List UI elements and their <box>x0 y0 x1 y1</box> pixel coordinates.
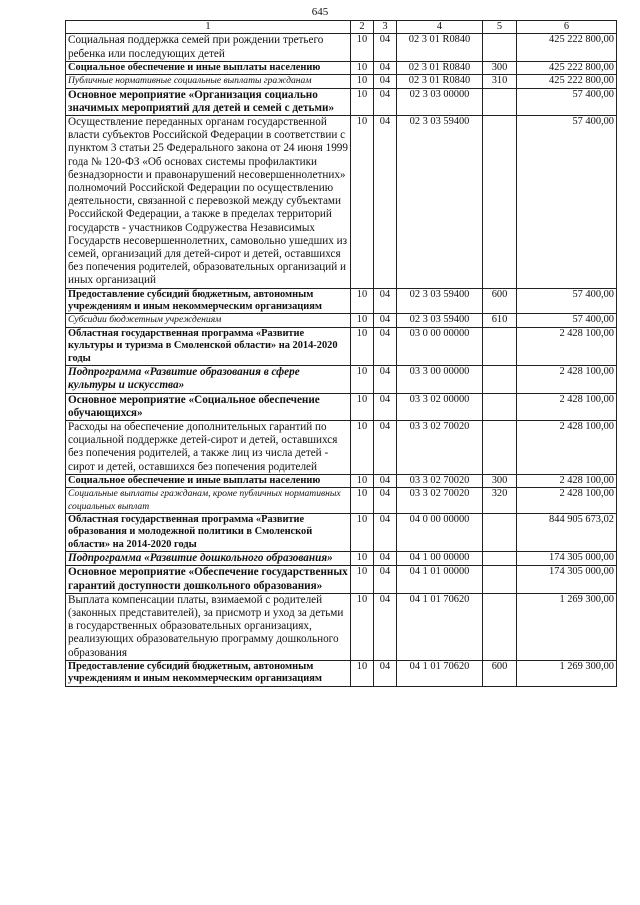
header-row <box>66 21 617 34</box>
row-amount: 425 222 800,00 <box>517 75 617 88</box>
row-amount: 2 428 100,00 <box>517 420 617 474</box>
row-section: 10 <box>351 552 374 566</box>
row-subsection: 04 <box>374 552 397 566</box>
row-target-article: 04 1 01 70620 <box>397 593 483 660</box>
row-expense-type <box>483 566 517 593</box>
row-expense-type: 320 <box>483 488 517 514</box>
table-row <box>66 513 617 551</box>
row-name: Областная государственная программа «Развитие образования и молодежной политики в Смоленской области» на 2014-2020 годы <box>66 513 351 551</box>
row-amount: 57 400,00 <box>517 88 617 115</box>
row-name: Выплата компенсации платы, взимаемой с родителей (законных представителей), за присмотр и уход за детьми в государственных образовательных организациях, реализующих образовательную программу дошкольного образования <box>66 593 351 660</box>
row-target-article: 04 0 00 00000 <box>397 513 483 551</box>
table-row <box>66 566 617 593</box>
row-subsection: 04 <box>374 393 397 420</box>
row-section: 10 <box>351 488 374 514</box>
row-expense-type: 600 <box>483 288 517 314</box>
row-expense-type <box>483 116 517 289</box>
row-section: 10 <box>351 593 374 660</box>
row-subsection: 04 <box>374 327 397 365</box>
table-row <box>66 61 617 74</box>
row-subsection: 04 <box>374 288 397 314</box>
row-name: Осуществление переданных органам государственной власти субъектов Российской Федерации в соответствии с пунктом 3 статьи 25 Федерального закона от 24 июня 1999 года № 120-ФЗ «Об основах системы профилактики безнадзорности и правонарушений несовершеннолетних» полномочий Российской Федерации по осуществлению деятельности, связанной с перевозкой между субъектами Российской Федерации, а также в пределах территорий государств - участников Содружества Независимых Государств несовершеннолетних, самовольно ушедших из семей, организаций для детей-сирот и детей, оставшихся без попечения родителей, образовательных организаций и иных организаций <box>66 116 351 289</box>
table-row <box>66 552 617 566</box>
row-target-article: 02 3 01 R0840 <box>397 75 483 88</box>
header-cell-target-article: 4 <box>397 21 483 34</box>
row-expense-type <box>483 393 517 420</box>
row-name: Областная государственная программа «Развитие культуры и туризма в Смоленской области» на 2014-2020 годы <box>66 327 351 365</box>
row-name: Основное мероприятие «Организация социально значимых мероприятий для детей и семей с детьми» <box>66 88 351 115</box>
row-section: 10 <box>351 314 374 327</box>
row-subsection: 04 <box>374 660 397 686</box>
row-target-article: 03 3 00 00000 <box>397 366 483 393</box>
row-section: 10 <box>351 474 374 487</box>
row-target-article: 03 3 02 70020 <box>397 420 483 474</box>
row-amount: 2 428 100,00 <box>517 366 617 393</box>
row-subsection: 04 <box>374 61 397 74</box>
row-section: 10 <box>351 88 374 115</box>
row-expense-type <box>483 513 517 551</box>
table-row <box>66 75 617 88</box>
row-expense-type <box>483 88 517 115</box>
header-cell-expense-type: 5 <box>483 21 517 34</box>
row-name: Основное мероприятие «Социальное обеспечение обучающихся» <box>66 393 351 420</box>
table-row <box>66 366 617 393</box>
row-amount: 844 905 673,02 <box>517 513 617 551</box>
row-name: Субсидии бюджетным учреждениям <box>66 314 351 327</box>
row-section: 10 <box>351 61 374 74</box>
row-amount: 1 269 300,00 <box>517 593 617 660</box>
table-row <box>66 474 617 487</box>
row-section: 10 <box>351 327 374 365</box>
row-subsection: 04 <box>374 116 397 289</box>
row-expense-type <box>483 327 517 365</box>
row-target-article: 02 3 03 59400 <box>397 116 483 289</box>
row-target-article: 02 3 03 00000 <box>397 88 483 115</box>
row-amount: 57 400,00 <box>517 314 617 327</box>
table-row <box>66 34 617 61</box>
row-expense-type: 610 <box>483 314 517 327</box>
row-target-article: 03 3 02 00000 <box>397 393 483 420</box>
table-row <box>66 420 617 474</box>
row-target-article: 04 1 01 70620 <box>397 660 483 686</box>
row-subsection: 04 <box>374 513 397 551</box>
table-row <box>66 488 617 514</box>
row-subsection: 04 <box>374 366 397 393</box>
header-cell-amount: 6 <box>517 21 617 34</box>
row-amount: 2 428 100,00 <box>517 327 617 365</box>
row-target-article: 02 3 01 R0840 <box>397 61 483 74</box>
row-target-article: 04 1 01 00000 <box>397 566 483 593</box>
table-row <box>66 314 617 327</box>
row-amount: 1 269 300,00 <box>517 660 617 686</box>
header-cell-name: 1 <box>66 21 351 34</box>
row-subsection: 04 <box>374 474 397 487</box>
row-expense-type: 300 <box>483 474 517 487</box>
row-subsection: 04 <box>374 34 397 61</box>
row-subsection: 04 <box>374 314 397 327</box>
row-target-article: 03 3 02 70020 <box>397 488 483 514</box>
row-amount: 174 305 000,00 <box>517 552 617 566</box>
row-target-article: 02 3 03 59400 <box>397 288 483 314</box>
row-name: Предоставление субсидий бюджетным, автономным учреждениям и иным некоммерческим организациям <box>66 288 351 314</box>
header-cell-subsection: 3 <box>374 21 397 34</box>
row-name: Публичные нормативные социальные выплаты гражданам <box>66 75 351 88</box>
row-subsection: 04 <box>374 420 397 474</box>
row-subsection: 04 <box>374 75 397 88</box>
row-name: Предоставление субсидий бюджетным, автономным учреждениям и иным некоммерческим организациям <box>66 660 351 686</box>
row-target-article: 02 3 01 R0840 <box>397 34 483 61</box>
row-name: Подпрограмма «Развитие образования в сфере культуры и искусства» <box>66 366 351 393</box>
row-name: Расходы на обеспечение дополнительных гарантий по социальной поддержке детей-сирот и детей, оставшихся без попечения родителей, а также лиц из числа детей - сирот и детей, оставшихся без попечения родителей <box>66 420 351 474</box>
row-section: 10 <box>351 366 374 393</box>
row-section: 10 <box>351 116 374 289</box>
row-subsection: 04 <box>374 88 397 115</box>
row-section: 10 <box>351 393 374 420</box>
row-subsection: 04 <box>374 566 397 593</box>
row-amount: 2 428 100,00 <box>517 474 617 487</box>
table-row <box>66 288 617 314</box>
row-subsection: 04 <box>374 593 397 660</box>
row-section: 10 <box>351 34 374 61</box>
budget-table <box>65 20 617 687</box>
row-expense-type: 300 <box>483 61 517 74</box>
row-section: 10 <box>351 660 374 686</box>
row-expense-type <box>483 420 517 474</box>
row-expense-type: 310 <box>483 75 517 88</box>
table-row <box>66 327 617 365</box>
row-target-article: 02 3 03 59400 <box>397 314 483 327</box>
row-name: Подпрограмма «Развитие дошкольного образования» <box>66 552 351 566</box>
table-row <box>66 116 617 289</box>
row-amount: 174 305 000,00 <box>517 566 617 593</box>
row-expense-type <box>483 34 517 61</box>
row-amount: 57 400,00 <box>517 116 617 289</box>
table-row <box>66 393 617 420</box>
row-name: Социальное обеспечение и иные выплаты населению <box>66 61 351 74</box>
row-name: Социальная поддержка семей при рождении третьего ребенка или последующих детей <box>66 34 351 61</box>
row-section: 10 <box>351 420 374 474</box>
row-name: Социальные выплаты гражданам, кроме публичных нормативных социальных выплат <box>66 488 351 514</box>
row-target-article: 03 0 00 00000 <box>397 327 483 365</box>
row-expense-type: 600 <box>483 660 517 686</box>
row-name: Социальное обеспечение и иные выплаты населению <box>66 474 351 487</box>
page-number: 645 <box>311 6 329 18</box>
row-subsection: 04 <box>374 488 397 514</box>
row-section: 10 <box>351 566 374 593</box>
table-row <box>66 593 617 660</box>
row-amount: 2 428 100,00 <box>517 393 617 420</box>
row-section: 10 <box>351 288 374 314</box>
row-expense-type <box>483 366 517 393</box>
row-amount: 425 222 800,00 <box>517 61 617 74</box>
row-amount: 2 428 100,00 <box>517 488 617 514</box>
header-cell-section: 2 <box>351 21 374 34</box>
row-amount: 57 400,00 <box>517 288 617 314</box>
row-target-article: 04 1 00 00000 <box>397 552 483 566</box>
table-row <box>66 660 617 686</box>
row-expense-type <box>483 552 517 566</box>
row-target-article: 03 3 02 70020 <box>397 474 483 487</box>
budget-table-body <box>66 21 617 687</box>
row-expense-type <box>483 593 517 660</box>
table-row <box>66 88 617 115</box>
row-amount: 425 222 800,00 <box>517 34 617 61</box>
row-section: 10 <box>351 75 374 88</box>
row-name: Основное мероприятие «Обеспечение государственных гарантий доступности дошкольного образования» <box>66 566 351 593</box>
row-section: 10 <box>351 513 374 551</box>
